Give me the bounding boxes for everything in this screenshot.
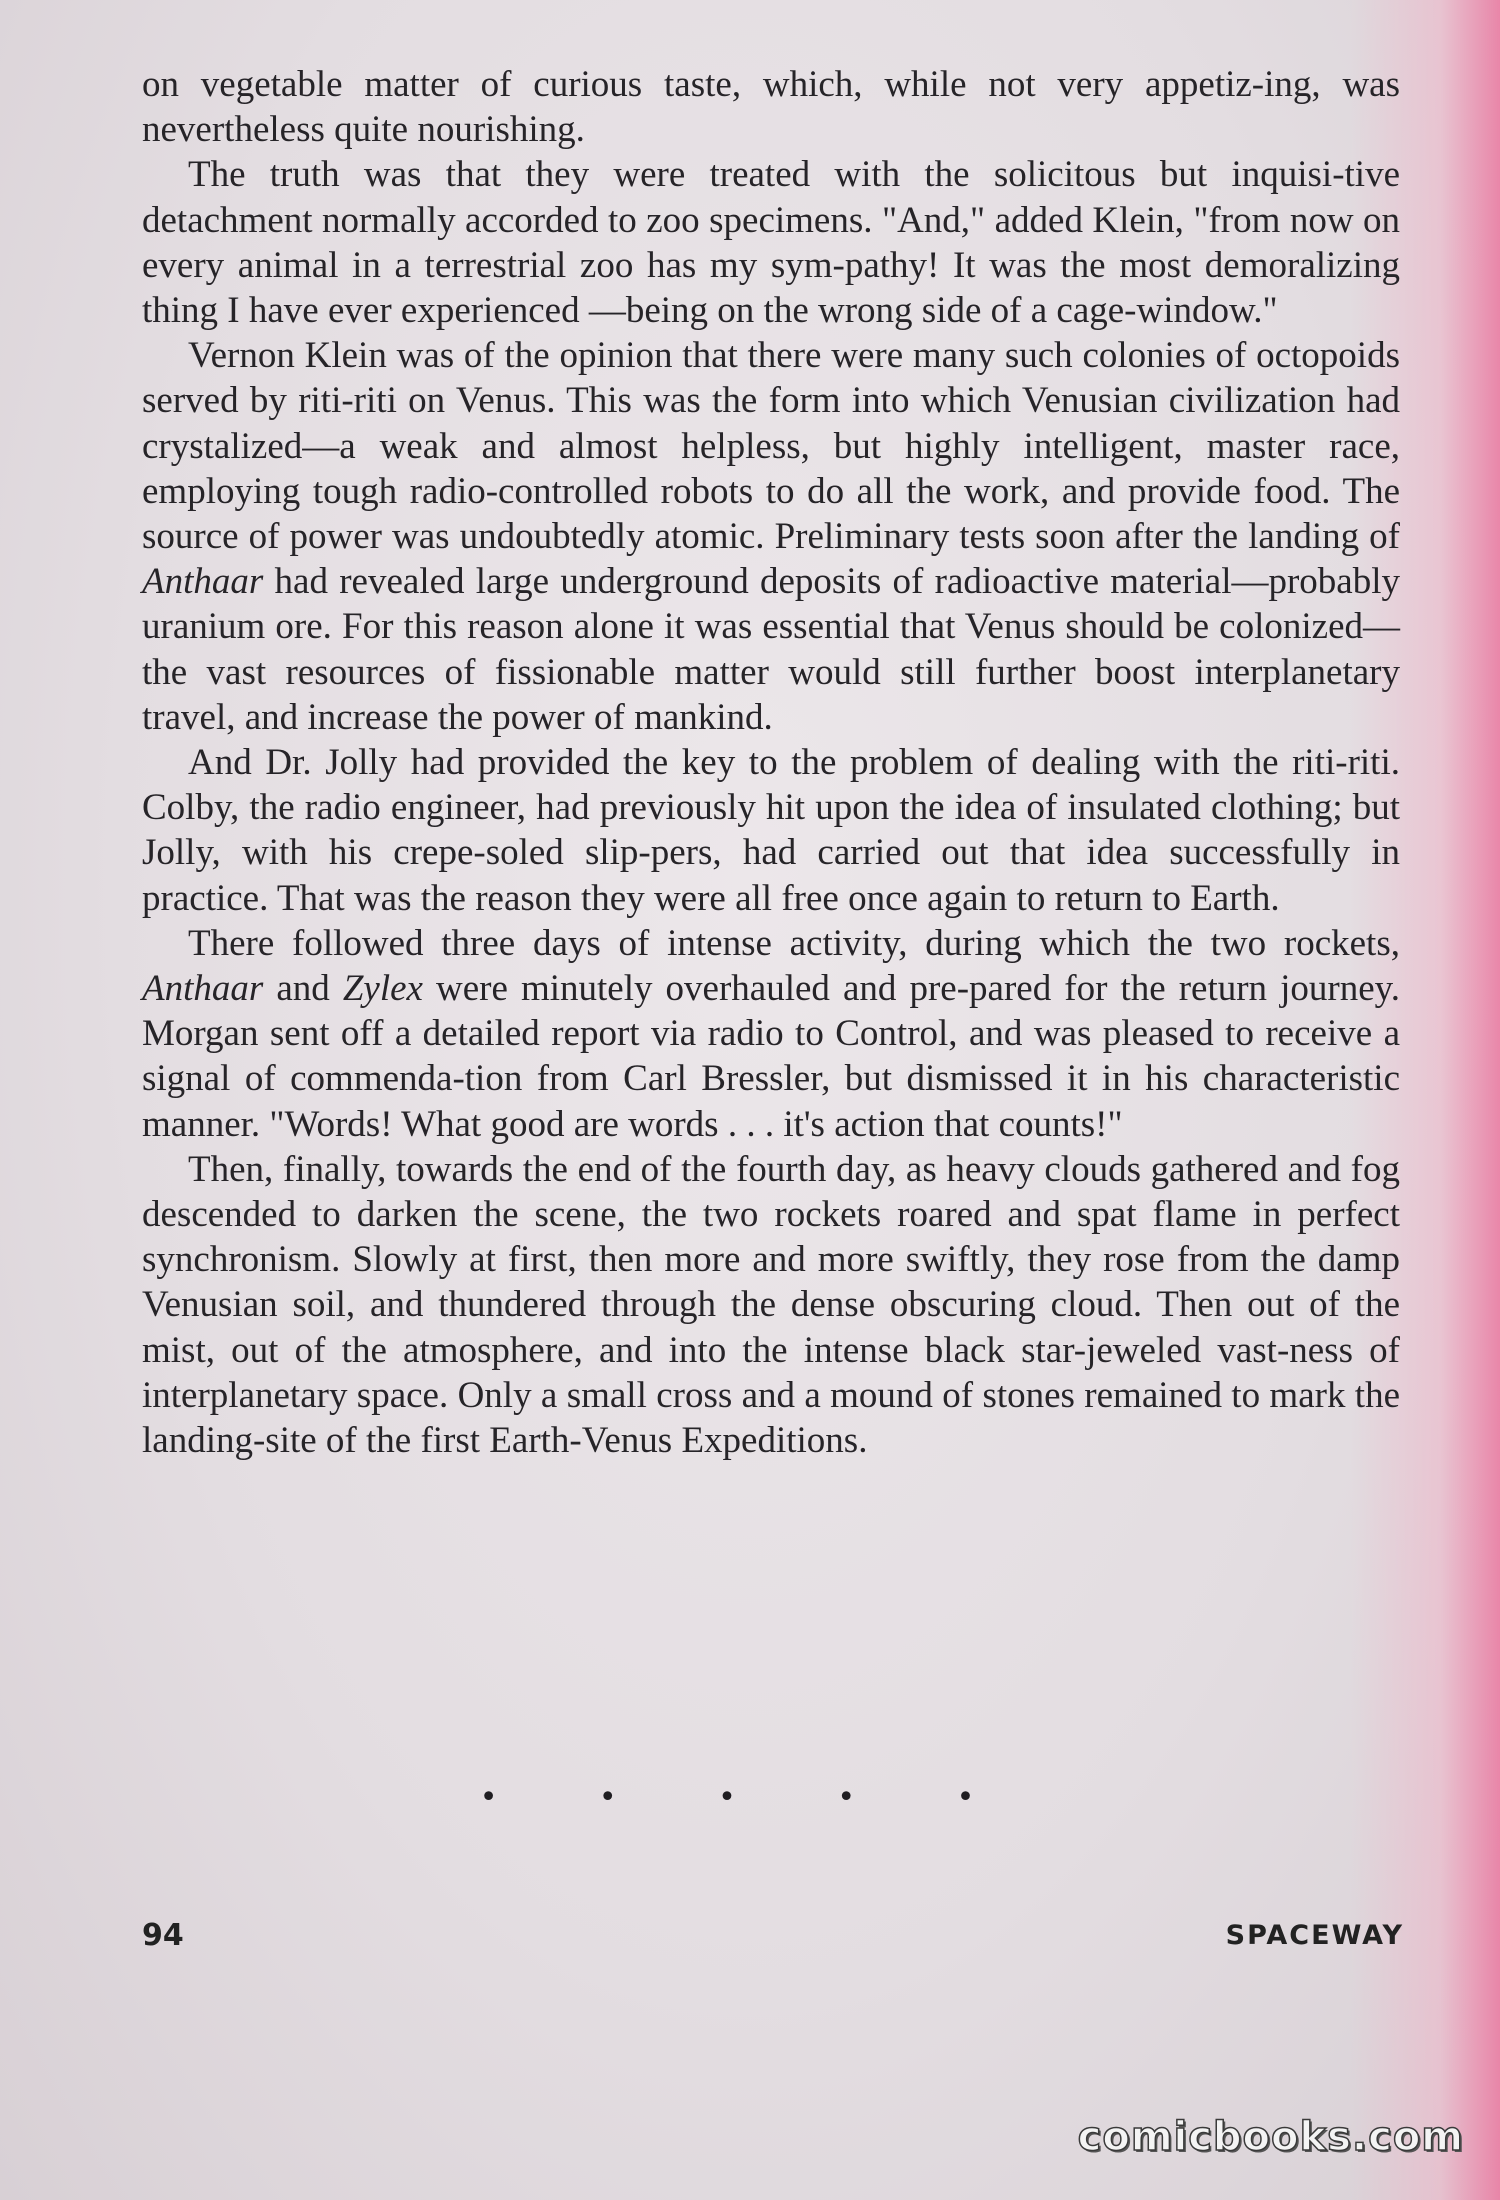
paragraph-6-text: Then, finally, towards the end of the fourth day, as heavy clouds gathered and fog descended to darken the scene, the two rockets roared and spat flame in perfect synchronism. Slowly at first, then more and more swiftly, they rose from the damp Venusian soil, and thundered through the dense obscuring cloud. Then out of the mist, out of the atmosphere, and into the intense black star-jeweled vast-ness of interplanetary space. Only a small cross and a mound of stones remained to mark the landing-site of the first Earth-Venus Expeditions. xyxy=(142,1148,1400,1462)
ship-name-anthaar-2: Anthaar xyxy=(142,968,264,1010)
paragraph-5 xyxy=(142,921,1400,1147)
paragraph-5-text-b: and xyxy=(263,968,343,1010)
running-title: SPACEWAY xyxy=(1225,1920,1404,1951)
paragraph-2-text: The truth was that they were treated with the solicitous but inquisi-tive detachment normally accorded to zoo specimens. "And," added Klein, "from now on every animal in a terrestrial zoo has my sym-pathy! It was the most demoralizing thing I have ever experienced —being on the wrong side of a cage-window." xyxy=(142,154,1400,332)
paragraph-2 xyxy=(142,152,1400,333)
paragraph-5-text-a: There followed three days of intense activity, during which the two rockets, xyxy=(188,922,1400,964)
paragraph-4-text: And Dr. Jolly had provided the key to the problem of dealing with the riti-riti. Colby, the radio engineer, had previously hit upon the idea of insulated clothing; but Jolly, with his crepe-soled slip-pers, had carried out that idea successfully in practice. That was the reason they were all free once again to return to Earth. xyxy=(142,742,1400,919)
paragraph-3-text-a: Vernon Klein was of the opinion that there were many such colonies of octopoids served by riti-riti on Venus. This was the form into which Venusian civilization had crystalized—a weak and almost helpless, but highly intelligent, master race, employing tough radio-controlled robots to do all the work, and provide food. The source of power was undoubtedly atomic. Preliminary tests soon after the landing of xyxy=(142,335,1400,558)
paragraph-6 xyxy=(142,1147,1400,1463)
ship-name-anthaar: Anthaar xyxy=(142,561,264,603)
section-separator: • • • • • xyxy=(479,1780,1021,1815)
paragraph-3 xyxy=(142,333,1400,740)
body-text xyxy=(142,62,1400,1463)
watermark-logo: comicbooks.com xyxy=(1077,2114,1464,2160)
page-number: 94 xyxy=(142,1918,184,1953)
paragraph-1 xyxy=(142,62,1400,152)
paragraph-4 xyxy=(142,740,1400,921)
ship-name-zylex: Zylex xyxy=(342,968,423,1010)
paragraph-1-text: on vegetable matter of curious taste, which, while not very appetiz-ing, was nevertheless quite nourishing. xyxy=(142,64,1400,151)
paragraph-5-text-c: were minutely overhauled and pre-pared for the return journey. Morgan sent off a detailed report via radio to Control, and was pleased to receive a signal of commenda-tion from Carl Bressler, but dismissed it in his characteristic manner. "Words! What good are words . . . it's action that counts!" xyxy=(142,968,1400,1145)
paragraph-3-text-b: had revealed large underground deposits of radioactive material—probably uranium ore. For this reason alone it was essential that Venus should be colonized—the vast resources of fissionable matter would still further boost interplanetary travel, and increase the power of mankind. xyxy=(142,561,1400,738)
